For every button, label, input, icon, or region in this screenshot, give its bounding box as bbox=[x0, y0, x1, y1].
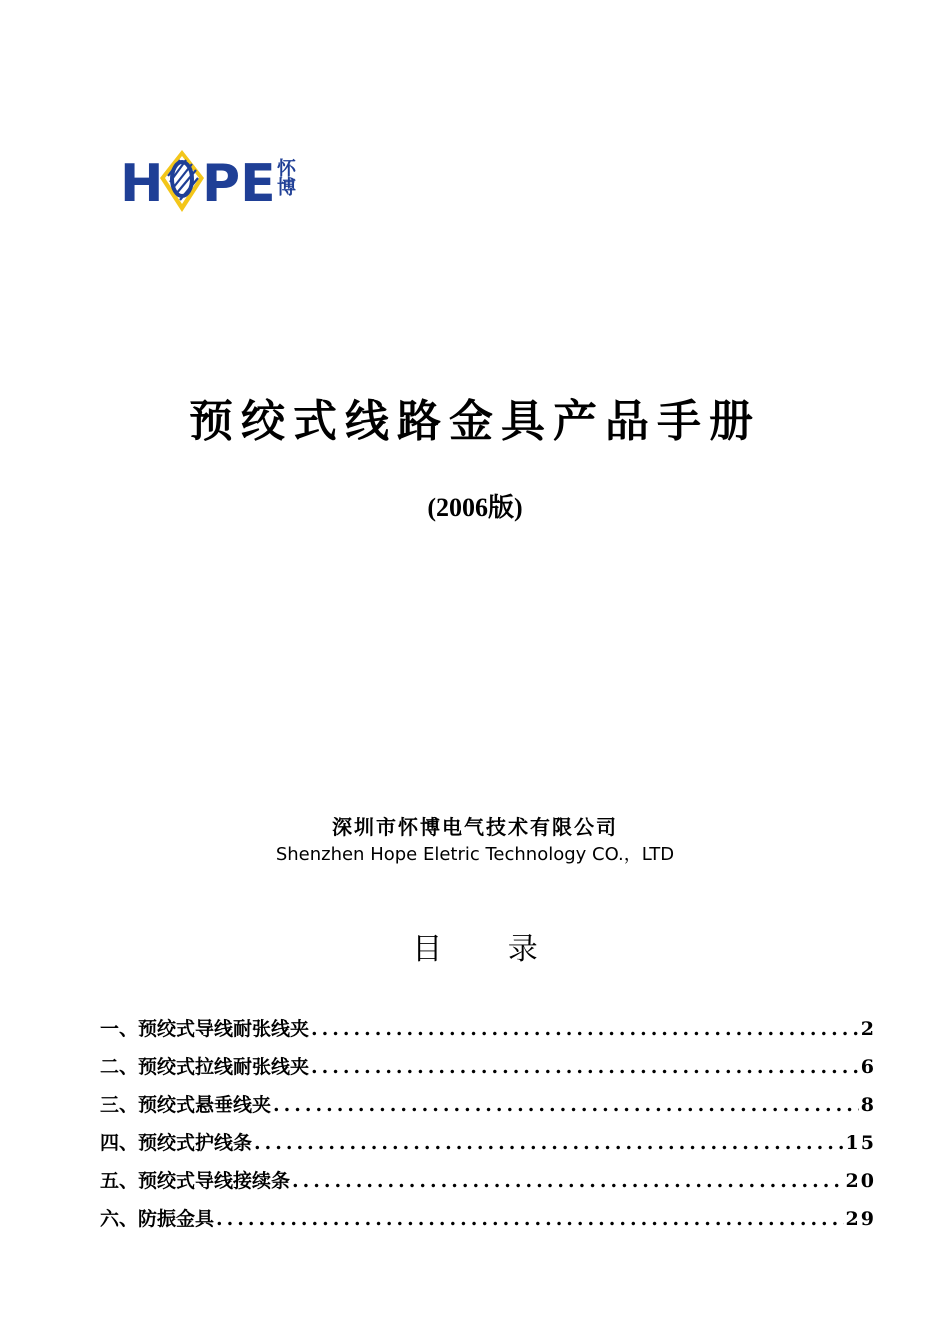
table-of-contents bbox=[100, 1010, 876, 1238]
toc-leader-dots bbox=[311, 1010, 859, 1048]
toc-leader-dots bbox=[311, 1048, 859, 1086]
toc-leader-dots bbox=[292, 1162, 844, 1200]
document-title: 预绞式线路金具产品手册 bbox=[189, 396, 761, 447]
toc-entry[interactable] bbox=[100, 1010, 876, 1048]
toc-entry-page: 2 bbox=[860, 1018, 876, 1040]
toc-entry[interactable] bbox=[100, 1048, 876, 1086]
toc-leader-dots bbox=[254, 1124, 844, 1162]
edition-label: (2006版) bbox=[427, 493, 523, 522]
toc-entry[interactable] bbox=[100, 1124, 876, 1162]
company-name-en: Shenzhen Hope Eletric Technology CO.，LTD bbox=[275, 844, 675, 865]
toc-leader-dots bbox=[273, 1086, 859, 1124]
logo-diamond-icon bbox=[160, 150, 204, 212]
logo-letters-pe: PE bbox=[202, 154, 276, 214]
toc-entry-label: 一、预绞式导线耐张线夹 bbox=[100, 1018, 310, 1040]
toc-entry-page: 6 bbox=[860, 1056, 876, 1078]
logo-cn-name: 怀博 bbox=[274, 158, 296, 196]
toc-entry-page: 20 bbox=[845, 1170, 876, 1192]
toc-leader-dots bbox=[216, 1200, 844, 1238]
company-name-cn: 深圳市怀博电气技术有限公司 bbox=[332, 815, 618, 839]
toc-entry-label: 二、预绞式拉线耐张线夹 bbox=[100, 1056, 310, 1078]
toc-entry-page: 15 bbox=[845, 1132, 876, 1154]
toc-entry-label: 四、预绞式护线条 bbox=[100, 1132, 253, 1154]
toc-entry-label: 六、防振金具 bbox=[100, 1208, 215, 1230]
toc-entry-label: 三、预绞式悬垂线夹 bbox=[100, 1094, 272, 1116]
toc-entry[interactable] bbox=[100, 1162, 876, 1200]
toc-entry-page: 29 bbox=[845, 1208, 876, 1230]
toc-entry[interactable] bbox=[100, 1200, 876, 1238]
toc-entry-label: 五、预绞式导线接续条 bbox=[100, 1170, 291, 1192]
logo-letter-h: H bbox=[120, 154, 164, 214]
toc-heading: 目 录 bbox=[412, 932, 538, 967]
toc-entry[interactable] bbox=[100, 1086, 876, 1124]
toc-entry-page: 8 bbox=[860, 1094, 876, 1116]
